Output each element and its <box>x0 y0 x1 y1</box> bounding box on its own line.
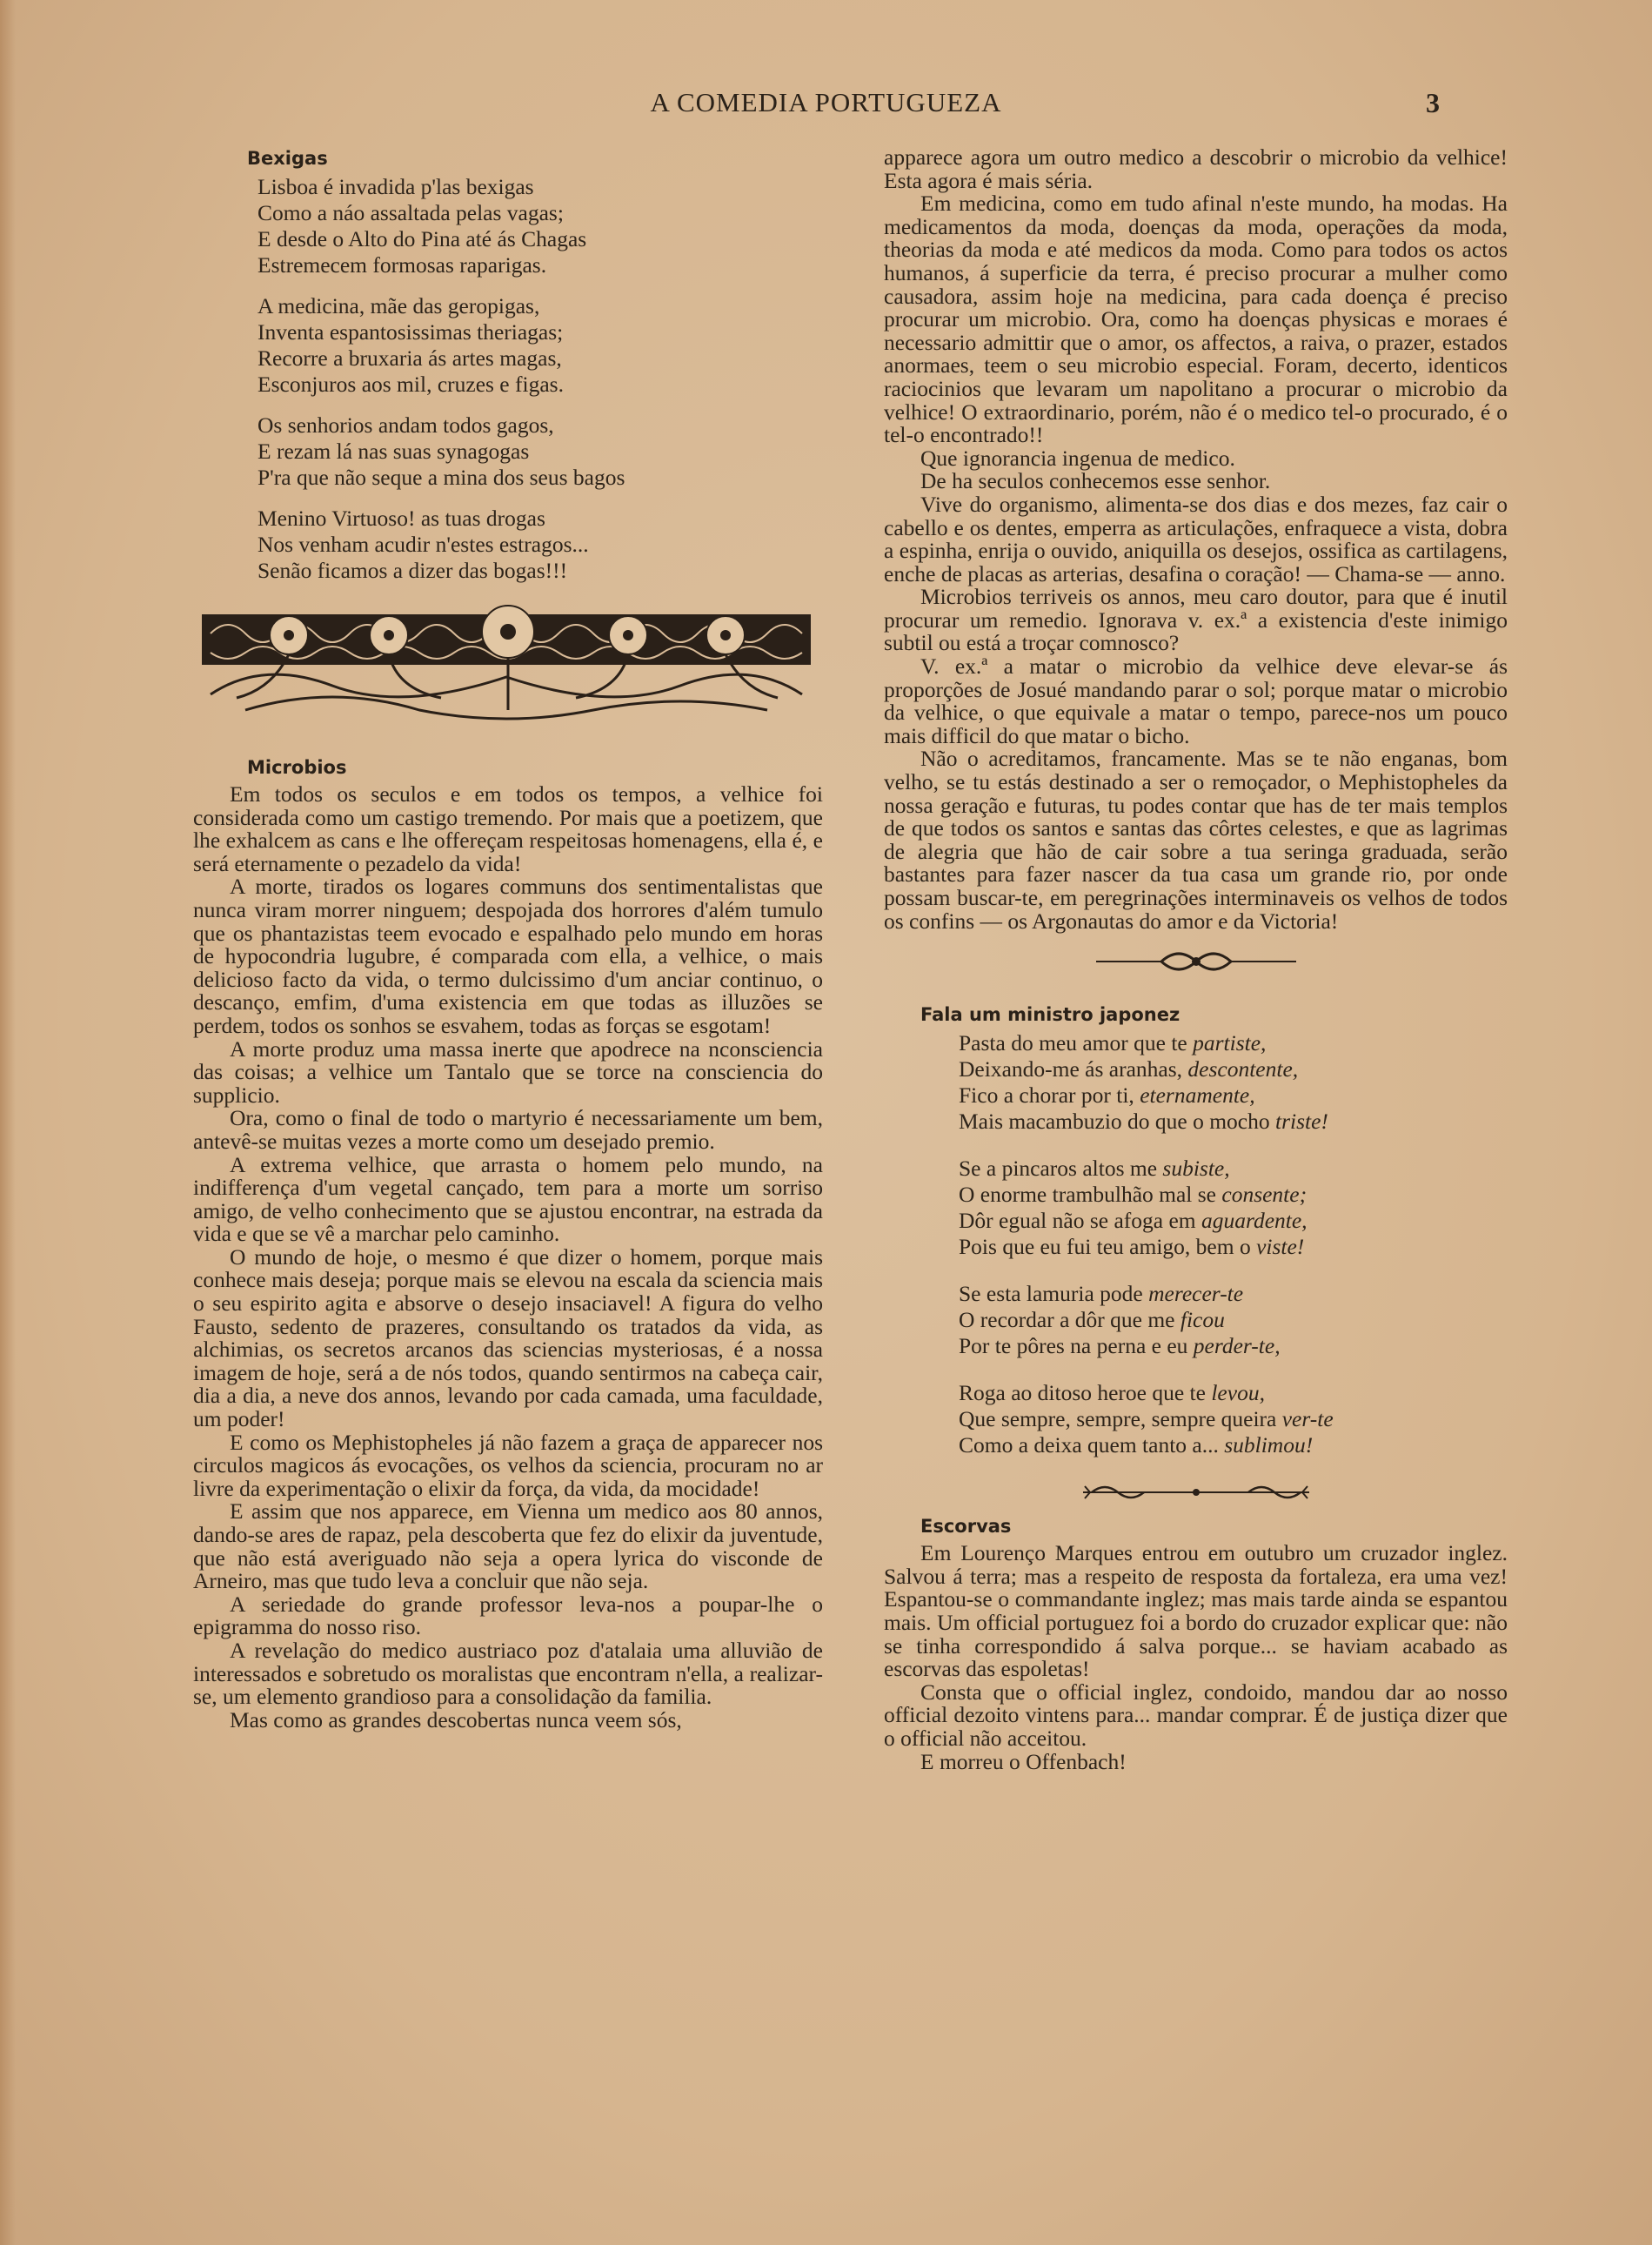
paragraph: E morreu o Offenbach! <box>920 1748 1127 1774</box>
poem-line: Se esta lamuria pode merecer-te <box>959 1281 1244 1307</box>
microbios-title: Microbios <box>247 757 347 778</box>
paragraph: Ora, como o final de todo o martyrio é necessariamente um bem, antevê-se muitas vezes a morte como um desejado premio. <box>193 1105 823 1154</box>
paragraph: apparece agora um outro medico a descobrir o microbio da velhice! Esta agora é mais séria. <box>884 144 1508 193</box>
fleuron-icon <box>1092 947 1301 976</box>
poem-line: Pasta do meu amor que te partiste, <box>959 1030 1267 1056</box>
poem-line: Os senhorios andam todos gagos, <box>257 412 554 438</box>
poem-stanza <box>959 1156 1508 1260</box>
poem-line: Se a pincaros altos me subiste, <box>959 1156 1230 1182</box>
poem-line: E desde o Alto do Pina até ás Chagas <box>257 226 587 251</box>
floral-ornament-icon <box>193 599 823 729</box>
running-title: A COMEDIA PORTUGUEZA <box>650 87 1002 117</box>
poem-line: Roga ao ditoso heroe que te levou, <box>959 1380 1265 1406</box>
poem-stanza <box>959 1281 1508 1359</box>
page-header <box>0 87 1652 131</box>
divider-ornament <box>884 1479 1508 1509</box>
poem-line: Estremecem formosas raparigas. <box>257 252 547 278</box>
poem-line: E rezam lá nas suas synagogas <box>257 439 530 464</box>
paragraph: Consta que o official inglez, condoido, mandou dar ao nosso official dezoito vintens para... mandar comprar. É de justiça dizer que o official não acceitou. <box>884 1679 1508 1751</box>
paragraph: E como os Mephistopheles já não fazem a graça de apparecer nos circulos magicos ás evocações, os velhos da sciencia, procuram no ar livre da experimentação o elixir da força, da vida, da mocidade! <box>193 1429 823 1501</box>
paragraph: Mas como as grandes descobertas nunca veem sós, <box>230 1706 682 1732</box>
poem-line: Dôr egual não se afoga em aguardente, <box>959 1208 1308 1234</box>
poem-line: Senão ficamos a dizer das bogas!!! <box>257 558 568 583</box>
paragraph: De ha seculos conhecemos esse senhor. <box>920 468 1271 494</box>
paragraph: Vive do organismo, alimenta-se dos dias e dos mezes, faz cair o cabello e os dentes, emperra as articulações, enfraquece a vista, dobra a espinha, enrija o ouvido, aniquilla os desejos, ossifica as cartilagens, enche de placas as arterias, desafina o coração! — Chama-se — anno. <box>884 491 1508 586</box>
poem-line: Como a náo assaltada pelas vagas; <box>257 200 564 225</box>
paragraph: A revelação do medico austriaco poz d'atalaia uma alluvião de interessados e sobretudo os moralistas que encontram n'ella, a realizar-se, um elemento grandioso para a consolidação da familia. <box>193 1637 823 1710</box>
paragraph: A extrema velhice, que arrasta o homem pelo mundo, na indifferença d'um vegetal cançado, tem para a morte um sorriso amigo, de velho conhecimento que se ajustou encontrar, na estrada da vida e que se vê a marchar pelo caminho. <box>193 1151 823 1247</box>
poem-line: Mais macambuzio do que o mocho triste! <box>959 1109 1328 1135</box>
poem-line: Nos venham acudir n'estes estragos... <box>257 532 589 557</box>
paragraph: V. ex.ª a matar o microbio da velhice deve elevar-se ás proporções de Josué mandando parar o sol; porque matar o microbio da velhice, o que equivale a matar o tempo, parece-nos um pouco mais difficil do que matar o bicho. <box>884 653 1508 748</box>
page-number: 3 <box>1426 87 1440 118</box>
paragraph: Em Lourenço Marques entrou em outubro um cruzador inglez. Salvou á terra; mas a respeito de resposta da fortaleza, era uma vez! Espantou-se o commandante inglez; mas mais tarde ainda se espantou mais. Um official portuguez foi a bordo do cruzador explicar que: não se tinha correspondido á salva porque... se haviam acabado as escorvas das espoletas! <box>884 1540 1508 1682</box>
paragraph: Em medicina, como em tudo afinal n'este mundo, ha modas. Ha medicamentos da moda, doenças da moda, operações da moda, theorias da moda e até medicos da moda. Como para todos os actos humanos, á superficie da terra, é preciso procurar a mulher como causadora, assim hoje na medicina, para cada doença é preciso procurar um microbio. Ora, como ha doenças physicas e moraes é necessario admittir que o amor, os affectos, a raiva, o prazer, estados anormaes, teem o seu microbio especial. Foram, decerto, identicos raciocinios que levaram um napolitano a procurar o microbio da velhice! O extraordinario, porém, não é o medico tel-o procurado, é o tel-o encontrado!! <box>884 191 1508 448</box>
paragraph: A seriedade do grande professor leva-nos a poupar-lhe o epigramma do nosso riso. <box>193 1591 823 1640</box>
poem-line: Que sempre, sempre, sempre queira ver-te <box>959 1406 1334 1432</box>
left-column <box>193 146 823 1732</box>
paragraph: Em todos os seculos e em todos os tempos, a velhice foi considerada como um castigo tremendo. Por mais que a poetizem, que lhe exhalcem as cans e lhe offereçam respeitosas homenagens, ella é, e será eternamente o pezadelo da vida! <box>193 781 823 876</box>
bexigas-title: Bexigas <box>247 148 328 169</box>
poem-stanza <box>959 1030 1508 1135</box>
page-edge-shadow <box>0 0 16 2245</box>
poem-stanza <box>257 293 823 398</box>
poem-stanza <box>257 174 823 278</box>
poem-line: Pois que eu fui teu amigo, bem o viste! <box>959 1234 1305 1260</box>
poem-line: O enorme trambulhão mal se consente; <box>959 1182 1308 1208</box>
right-column <box>884 146 1508 1773</box>
poem-stanza <box>257 412 823 491</box>
poem-line: Por te pôres na perna e eu perder-te, <box>959 1333 1281 1359</box>
poem-line: O recordar a dôr que me ficou <box>959 1307 1225 1333</box>
paragraph: O mundo de hoje, o mesmo é que dizer o homem, porque mais conhece mais deseja; porque mais se elevou na escala da sciencia mais o seu espirito agita e absorve o desejo insaciavel! A figura do velho Fausto, sedento de prazeres, consultando os tratados da vida, as alchimias, os secretos arcanos das sciencias mysteriosas, é a nossa imagem de hoje, será a de nós todos, quando sentirmos na cabeça cair, dia a dia, a neve dos annos, levando por cada camada, uma faculdade, um poder! <box>193 1243 823 1432</box>
poem-line: Recorre a bruxaria ás artes magas, <box>257 345 562 371</box>
bexigas-poem <box>257 174 823 584</box>
poem-line: Como a deixa quem tanto a... sublimou! <box>959 1432 1314 1458</box>
paragraph: A morte, tirados os logares communs dos sentimentalistas que nunca viram morrer ninguem; despojada dos horrores d'além tumulo que os phantazistas teem evocado e espalhado pelo mundo em horas de hypocondria lugubre, é comparada com ella, a velhice, o mais delicioso facto da vida, o termo dulcissimo d'um anciar continuo, o descanço, emfim, d'uma existencia em que todas as illuzões se perdem, todos os sonhos se esvahem, todas as forças se esgotam! <box>193 874 823 1038</box>
scroll-divider-icon <box>1074 1479 1318 1505</box>
poem-line: Menino Virtuoso! as tuas drogas <box>257 506 545 531</box>
poem-line: A medicina, mãe das geropigas, <box>257 293 540 318</box>
paragraph: A morte produz uma massa inerte que apodrece na nconsciencia das coisas; a velhice um Tantalo que se torce na consciencia do supplicio. <box>193 1035 823 1108</box>
paragraph: Microbios terriveis os annos, meu caro doutor, para que é inutil procurar um remedio. Ignorava v. ex.ª a existencia d'este inimigo subtil ou está a troçar comnosco? <box>884 584 1508 656</box>
poem-line: P'ra que não seque a mina dos seus bagos <box>257 465 625 490</box>
poem-stanza <box>257 506 823 584</box>
ministro-title: Fala um ministro japonez <box>920 1004 1180 1026</box>
poem-line: Esconjuros aos mil, cruzes e figas. <box>257 372 564 397</box>
poem-line: Inventa espantosissimas theriagas; <box>257 319 564 345</box>
poem-line: Fico a chorar por ti, eternamente, <box>959 1082 1255 1109</box>
escorvas-title: Escorvas <box>920 1516 1012 1538</box>
paragraph: Não o acreditamos, francamente. Mas se te não enganas, bom velho, se tu estás destinado a ser o remoçador, o Mephistopheles da nossa geração e futuras, tu podes contar que has de ter mais templos de que todos os santos e santas das côrtes celestes, e que as lagrimas de alegria que hão de cair sobre a tua seringa graduada, serão bastantes para fazer nascer da tua casa um grande rio, por onde possam buscar-te, em peregrinações interminaveis os velhos de todos os confins — os Argonautas do amor e da Victoria! <box>884 746 1508 934</box>
poem-line: Deixando-me ás aranhas, descontente, <box>959 1056 1299 1082</box>
poem-stanza <box>959 1380 1508 1458</box>
poem-line: Lisboa é invadida p'las bexigas <box>257 174 534 199</box>
divider-ornament <box>884 947 1508 982</box>
paragraph: Que ignorancia ingenua de medico. <box>920 445 1235 471</box>
ministro-poem <box>959 1030 1508 1458</box>
paragraph: E assim que nos apparece, em Vienna um medico aos 80 annos, dando-se ares de rapaz, pela descoberta que fez do elixir da juventude, que não está averiguado não seja a opera lyrica do visconde de Arneiro, mas que tudo leva a concluir que não seja. <box>193 1498 823 1594</box>
